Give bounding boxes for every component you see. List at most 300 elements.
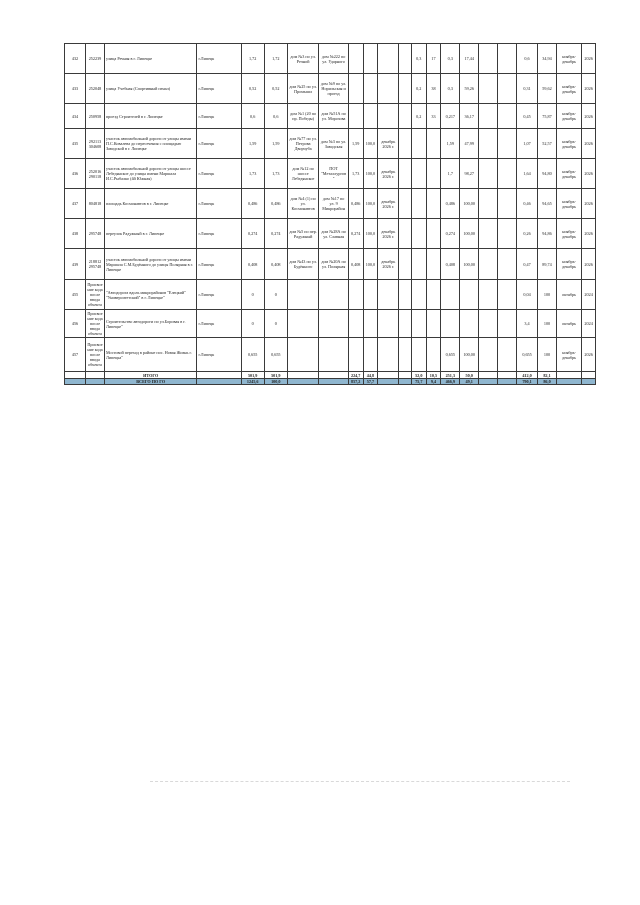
cell-v5: 0,6	[517, 44, 538, 74]
table-body	[65, 44, 596, 385]
cell-v2	[426, 219, 441, 249]
cell-d2: 100,0	[363, 219, 378, 249]
cell-code: Присвоение кода после ввода объекта	[86, 338, 105, 372]
table-row	[65, 159, 596, 189]
total-d1: 224,7	[348, 372, 363, 379]
cell-period: ноябрь-декабрь	[556, 219, 581, 249]
cell-v2	[426, 159, 441, 189]
cell-d3	[378, 74, 399, 104]
cell-d3	[378, 280, 399, 310]
total-row	[65, 372, 596, 379]
cell-v5: 0,46	[517, 189, 538, 219]
cell-period: ноябрь-декабрь	[556, 44, 581, 74]
cell-d1	[348, 104, 363, 129]
table-row	[65, 189, 596, 219]
cell-v3: 0,486	[441, 189, 460, 219]
cell-v2: 17	[426, 44, 441, 74]
cell-empty	[65, 372, 86, 379]
cell-v6: 100	[538, 338, 557, 372]
cell-d1: 1,73	[348, 159, 363, 189]
cell-empty	[498, 104, 517, 129]
cell-v1	[411, 159, 426, 189]
cell-v5: 0,45	[517, 104, 538, 129]
cell-v5: 1,07	[517, 129, 538, 159]
total-len2: 501,9	[264, 372, 287, 379]
cell-empty	[479, 104, 498, 129]
cell-code: 218812 295748	[86, 249, 105, 280]
cell-code: 250958	[86, 104, 105, 129]
cell-empty	[86, 372, 105, 379]
cell-v6: 100	[538, 280, 557, 310]
cell-d3	[378, 104, 399, 129]
cell-code: 252239	[86, 44, 105, 74]
cell-empty	[287, 379, 319, 385]
cell-period: ноябрь-декабрь	[556, 338, 581, 372]
cell-empty	[65, 379, 86, 385]
cell-v5: 1,64	[517, 159, 538, 189]
cell-year: 2026	[582, 74, 596, 104]
cell-year: 2026	[582, 189, 596, 219]
table-row	[65, 249, 596, 280]
cell-v1: 0,2	[411, 104, 426, 129]
grand-v4: 49,1	[460, 379, 479, 385]
cell-year: 2026	[582, 338, 596, 372]
cell-len2: 0	[264, 310, 287, 338]
cell-v3: 0,408	[441, 249, 460, 280]
cell-len2: 1,59	[264, 129, 287, 159]
cell-name: переулок Радужный в г. Липецке	[104, 219, 197, 249]
grand-label: ВСЕГО ПО ГО	[104, 379, 197, 385]
cell-len2: 0,52	[264, 74, 287, 104]
cell-name: "Автодорога вдоль микрорайонов "Елецкий" "Университетский" в г. Липецке"	[104, 280, 197, 310]
total-v6: 82,1	[538, 372, 557, 379]
cell-v3: 0,3	[441, 44, 460, 74]
cell-v4	[460, 310, 479, 338]
table-row	[65, 44, 596, 74]
cell-to	[319, 338, 348, 372]
cell-to: дом №9 по ул. Норильская и проезд	[319, 74, 348, 104]
cell-d3: декабрь 2026 г.	[378, 129, 399, 159]
cell-len: 1,72	[241, 44, 264, 74]
cell-n: 456	[65, 310, 86, 338]
cell-d1: 0,486	[348, 189, 363, 219]
cell-v1	[411, 249, 426, 280]
cell-v4: 17,44	[460, 44, 479, 74]
cell-v4: 36,17	[460, 104, 479, 129]
cell-len: 0,274	[241, 219, 264, 249]
cell-v5: 0,31	[517, 74, 538, 104]
cell-empty	[479, 372, 498, 379]
total-v3: 251,3	[441, 372, 460, 379]
cell-n: 436	[65, 159, 86, 189]
cell-n: 438	[65, 219, 86, 249]
cell-v1	[411, 129, 426, 159]
cell-v6: 59,62	[538, 74, 557, 104]
table-row	[65, 310, 596, 338]
cell-code: 804818	[86, 189, 105, 219]
cell-empty	[498, 189, 517, 219]
cell-to: дом №17 по ул. 9 Микрорайон	[319, 189, 348, 219]
cell-v2	[426, 189, 441, 219]
grand-d1: 857,2	[348, 379, 363, 385]
cell-v4: 100,00	[460, 189, 479, 219]
cell-d1	[348, 310, 363, 338]
cell-empty	[498, 379, 517, 385]
cell-empty	[498, 129, 517, 159]
cell-v6: 89,74	[538, 249, 557, 280]
cell-code: 252016 290118	[86, 159, 105, 189]
cell-empty	[319, 379, 348, 385]
cell-len: 0,6	[241, 104, 264, 129]
cell-empty	[399, 249, 412, 280]
cell-empty	[479, 249, 498, 280]
grand-row	[65, 379, 596, 385]
cell-len: 0,408	[241, 249, 264, 280]
cell-v1	[411, 219, 426, 249]
table-row	[65, 74, 596, 104]
divider	[150, 781, 570, 782]
cell-d2	[363, 44, 378, 74]
cell-n: 437	[65, 189, 86, 219]
cell-from: дом №5 по пер. Радужный	[287, 219, 319, 249]
cell-empty	[399, 280, 412, 310]
cell-d2: 100,0	[363, 159, 378, 189]
cell-period: ноябрь-декабрь	[556, 159, 581, 189]
cell-len: 0	[241, 280, 264, 310]
cell-name: участок автомобильной дороги от улицы шоссе Лебедянское до улицы имени Маршала И.С.Рыбалко (4й Южная)	[104, 159, 197, 189]
road-repair-table	[64, 43, 596, 385]
cell-d3: декабрь 2026 г.	[378, 159, 399, 189]
cell-from: дом №43 по ул. Будённого	[287, 249, 319, 280]
cell-empty	[498, 372, 517, 379]
grand-v3: 466,9	[441, 379, 460, 385]
cell-v3: 0,655	[441, 338, 460, 372]
cell-to: дом №3 по ул. Заводская	[319, 129, 348, 159]
cell-len2: 0	[264, 280, 287, 310]
cell-name: проезд Строителей в г. Липецке	[104, 104, 197, 129]
cell-empty	[399, 74, 412, 104]
cell-empty	[479, 310, 498, 338]
cell-v6: 94,86	[538, 219, 557, 249]
cell-d2	[363, 310, 378, 338]
cell-year: 2026	[582, 44, 596, 74]
cell-name: участок автомобильной дороги от улицы имени Маршала С.М.Будённого до улицы Полярная в г. Липецке	[104, 249, 197, 280]
cell-empty	[287, 372, 319, 379]
cell-empty	[378, 379, 399, 385]
cell-year: 2026	[582, 104, 596, 129]
cell-empty	[498, 44, 517, 74]
cell-len: 1,73	[241, 159, 264, 189]
cell-city: г.Липецк	[197, 249, 241, 280]
cell-city: г.Липецк	[197, 104, 241, 129]
cell-year: 2026	[582, 159, 596, 189]
cell-v6: 94,65	[538, 189, 557, 219]
grand-d2: 57,7	[363, 379, 378, 385]
cell-len: 1,59	[241, 129, 264, 159]
cell-empty	[582, 372, 596, 379]
cell-empty	[479, 189, 498, 219]
cell-d1	[348, 338, 363, 372]
cell-period: октябрь	[556, 310, 581, 338]
grand-v6: 86,0	[538, 379, 557, 385]
cell-city: г.Липецк	[197, 159, 241, 189]
cell-v4: 59,26	[460, 74, 479, 104]
cell-len2: 0,655	[264, 338, 287, 372]
cell-empty	[479, 74, 498, 104]
cell-period: ноябрь-декабрь	[556, 189, 581, 219]
cell-v5: 0,04	[517, 280, 538, 310]
cell-empty	[556, 379, 581, 385]
cell-v2	[426, 129, 441, 159]
cell-name: Мостовой переход в районе пос. Новая Жизнь г. Липецка"	[104, 338, 197, 372]
cell-v5: 0,655	[517, 338, 538, 372]
cell-empty	[399, 372, 412, 379]
cell-period: октябрь	[556, 280, 581, 310]
grand-v5: 790,1	[517, 379, 538, 385]
cell-v5: 0,26	[517, 219, 538, 249]
cell-d1	[348, 280, 363, 310]
cell-v1	[411, 338, 426, 372]
cell-from: дом №77 по ул. Петрова Дворчуба	[287, 129, 319, 159]
cell-empty	[498, 219, 517, 249]
cell-city: г.Липецк	[197, 280, 241, 310]
cell-v6: 94,80	[538, 159, 557, 189]
cell-v1: 0,3	[411, 44, 426, 74]
cell-d2	[363, 338, 378, 372]
cell-v3: 0,274	[441, 219, 460, 249]
cell-len2: 0,6	[264, 104, 287, 129]
cell-v4: 47,99	[460, 129, 479, 159]
grand-len: 1245,6	[241, 379, 264, 385]
cell-name: Строительство автодороги по ул.Боровая в г. Липецке"	[104, 310, 197, 338]
cell-empty	[556, 372, 581, 379]
cell-n: 432	[65, 44, 86, 74]
cell-v4: 98,27	[460, 159, 479, 189]
cell-d3	[378, 44, 399, 74]
cell-empty	[479, 44, 498, 74]
grand-v1: 75,7	[411, 379, 426, 385]
cell-d2	[363, 104, 378, 129]
cell-empty	[479, 219, 498, 249]
total-v4: 50,0	[460, 372, 479, 379]
cell-code: Присвоение кода после ввода объекта	[86, 280, 105, 310]
table-row	[65, 104, 596, 129]
cell-empty	[399, 104, 412, 129]
cell-from: дом №4 (1) по ул. Космонавтов	[287, 189, 319, 219]
cell-v5: 0,47	[517, 249, 538, 280]
cell-v1: 0,2	[411, 74, 426, 104]
cell-d2: 100,0	[363, 129, 378, 159]
cell-n: 455	[65, 280, 86, 310]
cell-v3: 1,7	[441, 159, 460, 189]
cell-code: 295748	[86, 219, 105, 249]
cell-v6: 100	[538, 310, 557, 338]
cell-from	[287, 338, 319, 372]
cell-v3	[441, 280, 460, 310]
cell-to: дом №28А по ул. Славная	[319, 219, 348, 249]
total-len: 501,9	[241, 372, 264, 379]
cell-to	[319, 280, 348, 310]
cell-len2: 0,274	[264, 219, 287, 249]
cell-city: г.Липецк	[197, 219, 241, 249]
cell-d1: 0,274	[348, 219, 363, 249]
cell-city: г.Липецк	[197, 189, 241, 219]
cell-name: площадь Космонавтов в г. Липецке	[104, 189, 197, 219]
cell-empty	[498, 338, 517, 372]
cell-empty	[197, 372, 241, 379]
cell-d2	[363, 280, 378, 310]
cell-d1: 0,408	[348, 249, 363, 280]
total-v2: 10,5	[426, 372, 441, 379]
cell-v4: 100,00	[460, 338, 479, 372]
cell-empty	[399, 189, 412, 219]
document-sheet	[64, 43, 596, 385]
cell-v3: 1,59	[441, 129, 460, 159]
cell-empty	[399, 338, 412, 372]
cell-v3: 0,3	[441, 74, 460, 104]
cell-v1	[411, 189, 426, 219]
cell-city: г.Липецк	[197, 338, 241, 372]
total-label: ИТОГО	[104, 372, 197, 379]
cell-year: 2024	[582, 310, 596, 338]
cell-empty	[319, 372, 348, 379]
cell-to: дом №51А по ул. Морозова	[319, 104, 348, 129]
cell-v4	[460, 280, 479, 310]
cell-to: ПОТ "Металлургов"	[319, 159, 348, 189]
cell-empty	[479, 129, 498, 159]
cell-v2	[426, 310, 441, 338]
cell-empty	[498, 74, 517, 104]
cell-n: 435	[65, 129, 86, 159]
total-d2: 44,8	[363, 372, 378, 379]
cell-empty	[479, 280, 498, 310]
cell-v2	[426, 249, 441, 280]
cell-period: ноябрь-декабрь	[556, 249, 581, 280]
cell-empty	[197, 379, 241, 385]
cell-empty	[498, 310, 517, 338]
cell-city: г.Липецк	[197, 129, 241, 159]
cell-name: участок автомобильной дороги от улицы имени П.С.Ковалева до пересечения с площадью Заводской в г. Липецке	[104, 129, 197, 159]
cell-len: 0,655	[241, 338, 264, 372]
cell-v4: 100,00	[460, 219, 479, 249]
cell-empty	[399, 379, 412, 385]
cell-len: 0,486	[241, 189, 264, 219]
cell-code: 252048	[86, 74, 105, 104]
table-row	[65, 338, 596, 372]
cell-empty	[399, 310, 412, 338]
cell-empty	[479, 338, 498, 372]
cell-year: 2026	[582, 219, 596, 249]
cell-empty	[399, 219, 412, 249]
cell-v3	[441, 310, 460, 338]
cell-from: дом №12 по шоссе Лебедянское	[287, 159, 319, 189]
table-row	[65, 280, 596, 310]
cell-n: 439	[65, 249, 86, 280]
cell-len: 0,52	[241, 74, 264, 104]
cell-n: 457	[65, 338, 86, 372]
cell-period: ноябрь-декабрь	[556, 129, 581, 159]
cell-empty	[399, 44, 412, 74]
cell-code: 292113 304608	[86, 129, 105, 159]
cell-n: 433	[65, 74, 86, 104]
cell-from: дом №25 по ул. Промышл	[287, 74, 319, 104]
cell-from: дом №1 (20 по пр. Победы)	[287, 104, 319, 129]
cell-from: дом №3 по ул. Речной	[287, 44, 319, 74]
cell-empty	[582, 379, 596, 385]
cell-empty	[399, 129, 412, 159]
cell-d3	[378, 338, 399, 372]
cell-empty	[86, 379, 105, 385]
table-row	[65, 129, 596, 159]
cell-v4: 100,00	[460, 249, 479, 280]
cell-v1	[411, 280, 426, 310]
total-v1: 52,0	[411, 372, 426, 379]
cell-empty	[498, 280, 517, 310]
cell-year: 2026	[582, 249, 596, 280]
cell-v6: 75,87	[538, 104, 557, 129]
cell-name: улица Речная в г. Липецке	[104, 44, 197, 74]
cell-v5: 3,4	[517, 310, 538, 338]
cell-d3	[378, 310, 399, 338]
cell-empty	[399, 159, 412, 189]
cell-len2: 0,408	[264, 249, 287, 280]
cell-v2: 33	[426, 104, 441, 129]
cell-v6: 52,57	[538, 129, 557, 159]
cell-empty	[498, 249, 517, 280]
grand-len2: 100,0	[264, 379, 287, 385]
cell-to: дом №222 по ул. Ударного	[319, 44, 348, 74]
cell-code: Присвоение кода после ввода объекта	[87, 311, 103, 336]
grand-v2: 9,4	[426, 379, 441, 385]
cell-from	[287, 310, 319, 338]
cell-d1	[348, 44, 363, 74]
cell-len2: 0,486	[264, 189, 287, 219]
cell-v2: 38	[426, 74, 441, 104]
cell-v1	[411, 310, 426, 338]
cell-empty	[479, 379, 498, 385]
cell-v6: 34,94	[538, 44, 557, 74]
cell-d1: 1,59	[348, 129, 363, 159]
cell-d1	[348, 74, 363, 104]
cell-from	[287, 280, 319, 310]
cell-d2: 100,0	[363, 189, 378, 219]
cell-v2	[426, 338, 441, 372]
cell-city: г.Липецк	[197, 310, 241, 338]
cell-n: 434	[65, 104, 86, 129]
cell-city: г.Липецк	[197, 44, 241, 74]
cell-name: улица Учебная (Спортивный пенал)	[104, 74, 197, 104]
cell-year: 2024	[582, 280, 596, 310]
cell-empty	[479, 159, 498, 189]
cell-empty	[378, 372, 399, 379]
cell-to: дом №20А по ул. Полярная	[319, 249, 348, 280]
cell-d3: декабрь 2026 г.	[378, 189, 399, 219]
cell-len: 0	[241, 310, 264, 338]
cell-v2	[426, 280, 441, 310]
cell-period: ноябрь-декабрь	[556, 104, 581, 129]
cell-v3: 0,217	[441, 104, 460, 129]
cell-city: г.Липецк	[197, 74, 241, 104]
cell-d3: декабрь 2026 г.	[378, 219, 399, 249]
cell-year: 2026	[582, 129, 596, 159]
cell-d2	[363, 74, 378, 104]
cell-len2: 1,72	[264, 44, 287, 74]
cell-period: ноябрь-декабрь	[556, 74, 581, 104]
total-v5: 412,0	[517, 372, 538, 379]
table-row	[65, 219, 596, 249]
cell-to	[319, 310, 348, 338]
cell-len2: 1,73	[264, 159, 287, 189]
